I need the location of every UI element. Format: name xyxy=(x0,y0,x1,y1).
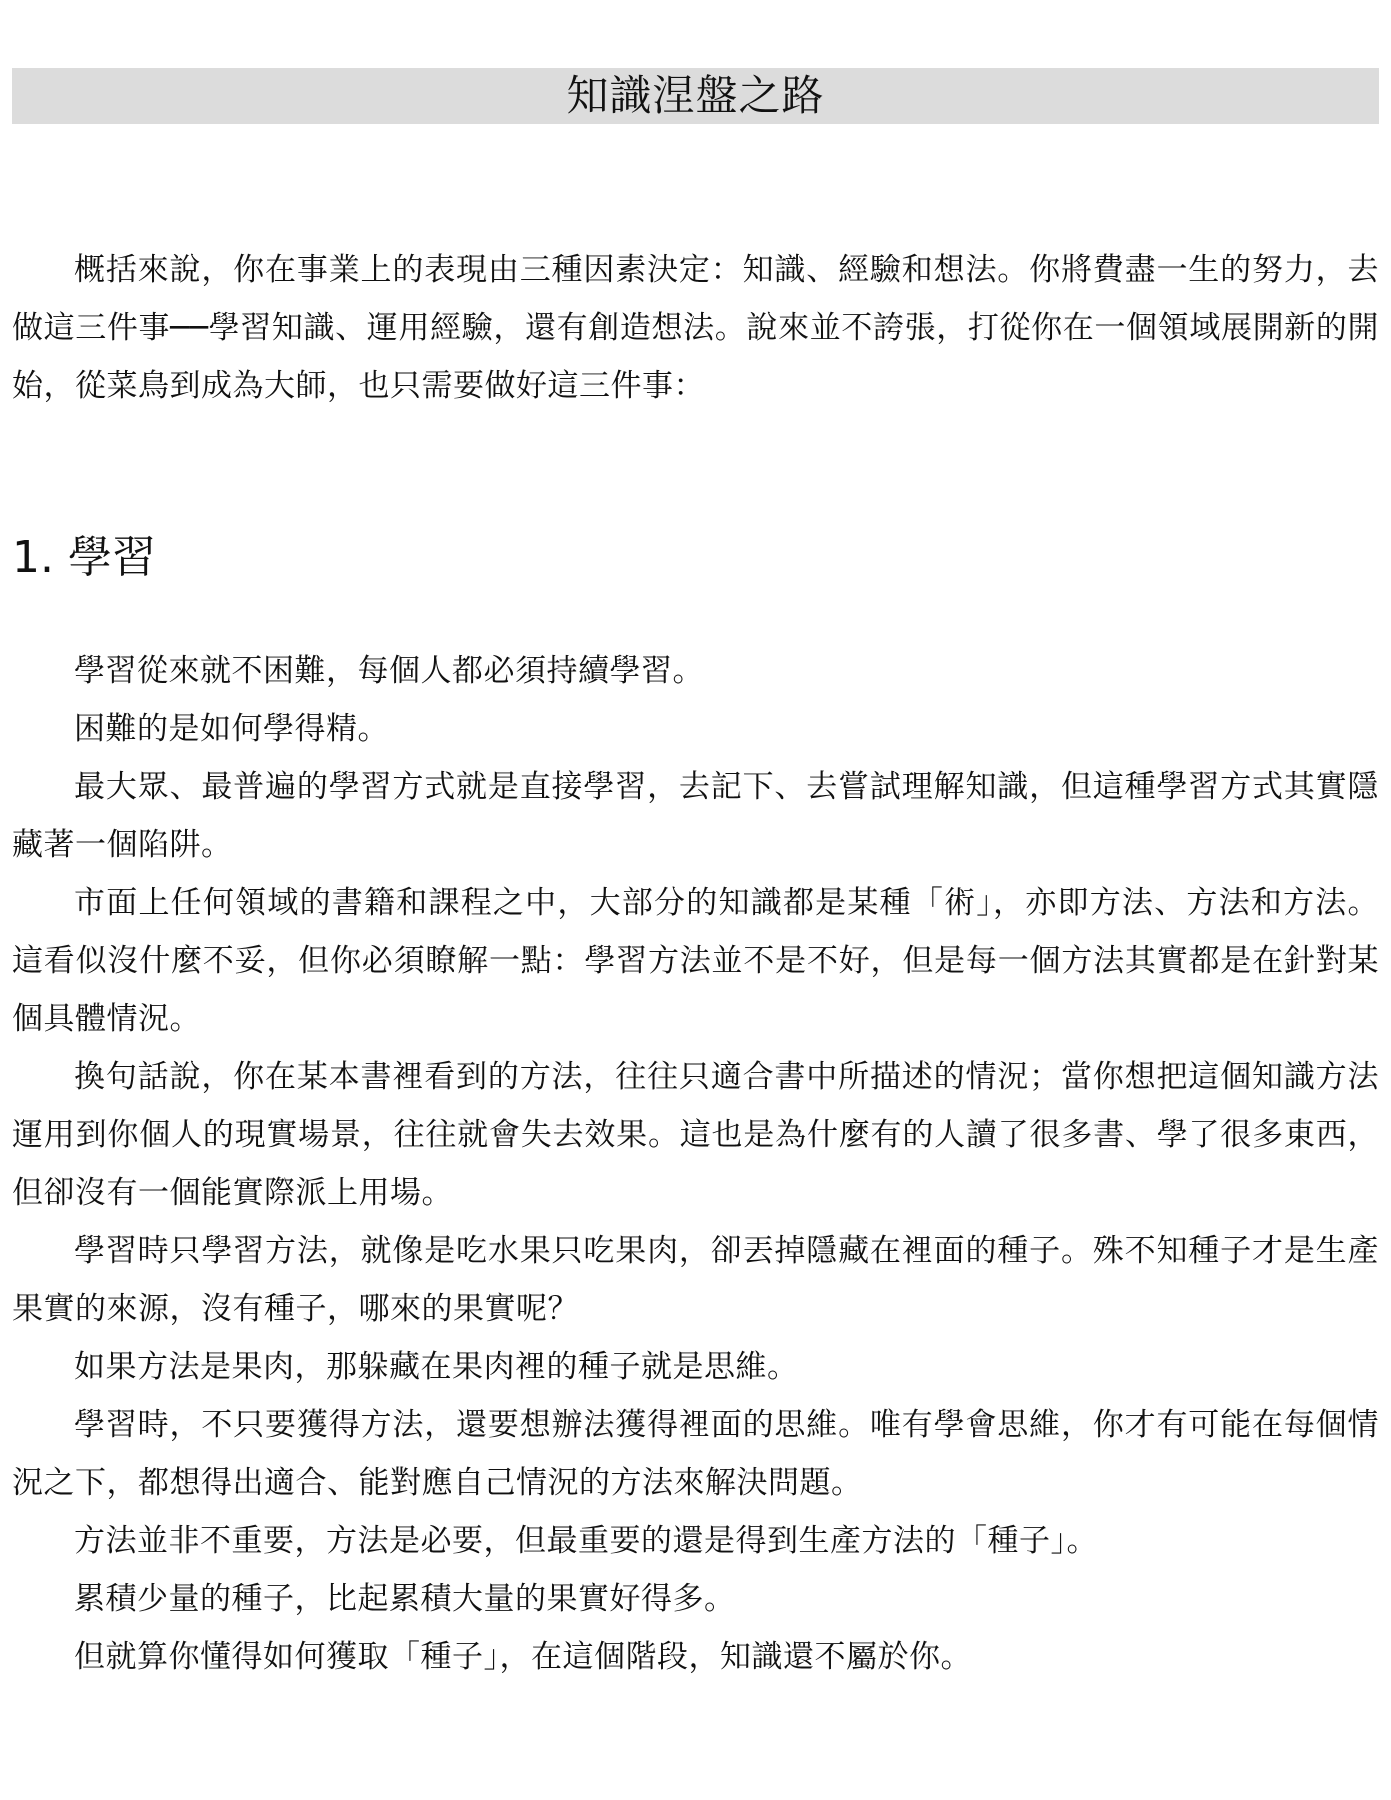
body-paragraph: 但就算你懂得如何獲取「種子」，在這個階段，知識還不屬於你。 xyxy=(74,1639,972,1675)
body-paragraph: 困難的是如何學得精。 xyxy=(74,711,389,747)
body-paragraph: 如果方法是果肉，那躲藏在果肉裡的種子就是思維。 xyxy=(74,1349,799,1385)
body-paragraph: 學習從來就不困難，每個人都必須持續學習。 xyxy=(74,653,704,689)
body-paragraph: 學習時只學習方法，就像是吃水果只吃果肉，卻丟掉隱藏在裡面的種子。殊不知種子才是生產果實的來源，沒有種子，哪來的果實呢？ xyxy=(12,1233,1379,1327)
page-title: 知識涅盤之路 xyxy=(566,71,825,120)
section-body xyxy=(12,642,1379,1686)
title-banner xyxy=(12,68,1379,124)
intro-paragraph: 概括來說，你在事業上的表現由三種因素決定：知識、經驗和想法。你將費盡一生的努力，去做這三件事──學習知識、運用經驗，還有創造想法。說來並不誇張，打從你在一個領域展開新的開始，從菜鳥到成為大師，也只需要做好這三件事： xyxy=(12,252,1379,404)
body-paragraph: 方法並非不重要，方法是必要，但最重要的還是得到生產方法的「種子」。 xyxy=(74,1523,1098,1559)
body-paragraph: 最大眾、最普遍的學習方式就是直接學習，去記下、去嘗試理解知識，但這種學習方式其實隱藏著一個陷阱。 xyxy=(12,769,1379,863)
body-paragraph: 市面上任何領域的書籍和課程之中，大部分的知識都是某種「術」，亦即方法、方法和方法。這看似沒什麼不妥，但你必須瞭解一點：學習方法並不是不好，但是每一個方法其實都是在針對某個具體情況。 xyxy=(12,885,1379,1037)
body-paragraph: 學習時，不只要獲得方法，還要想辦法獲得裡面的思維。唯有學會思維，你才有可能在每個情況之下，都想得出適合、能對應自己情況的方法來解決問題。 xyxy=(12,1407,1379,1501)
intro-section xyxy=(12,241,1379,415)
body-paragraph: 換句話說，你在某本書裡看到的方法，往往只適合書中所描述的情況；當你想把這個知識方法運用到你個人的現實場景，往往就會失去效果。這也是為什麼有的人讀了很多書、學了很多東西，但卻沒有一個能實際派上用場。 xyxy=(12,1059,1379,1211)
body-paragraph: 累積少量的種子，比起累積大量的果實好得多。 xyxy=(74,1581,736,1617)
section-heading: 1. 學習 xyxy=(12,532,156,583)
